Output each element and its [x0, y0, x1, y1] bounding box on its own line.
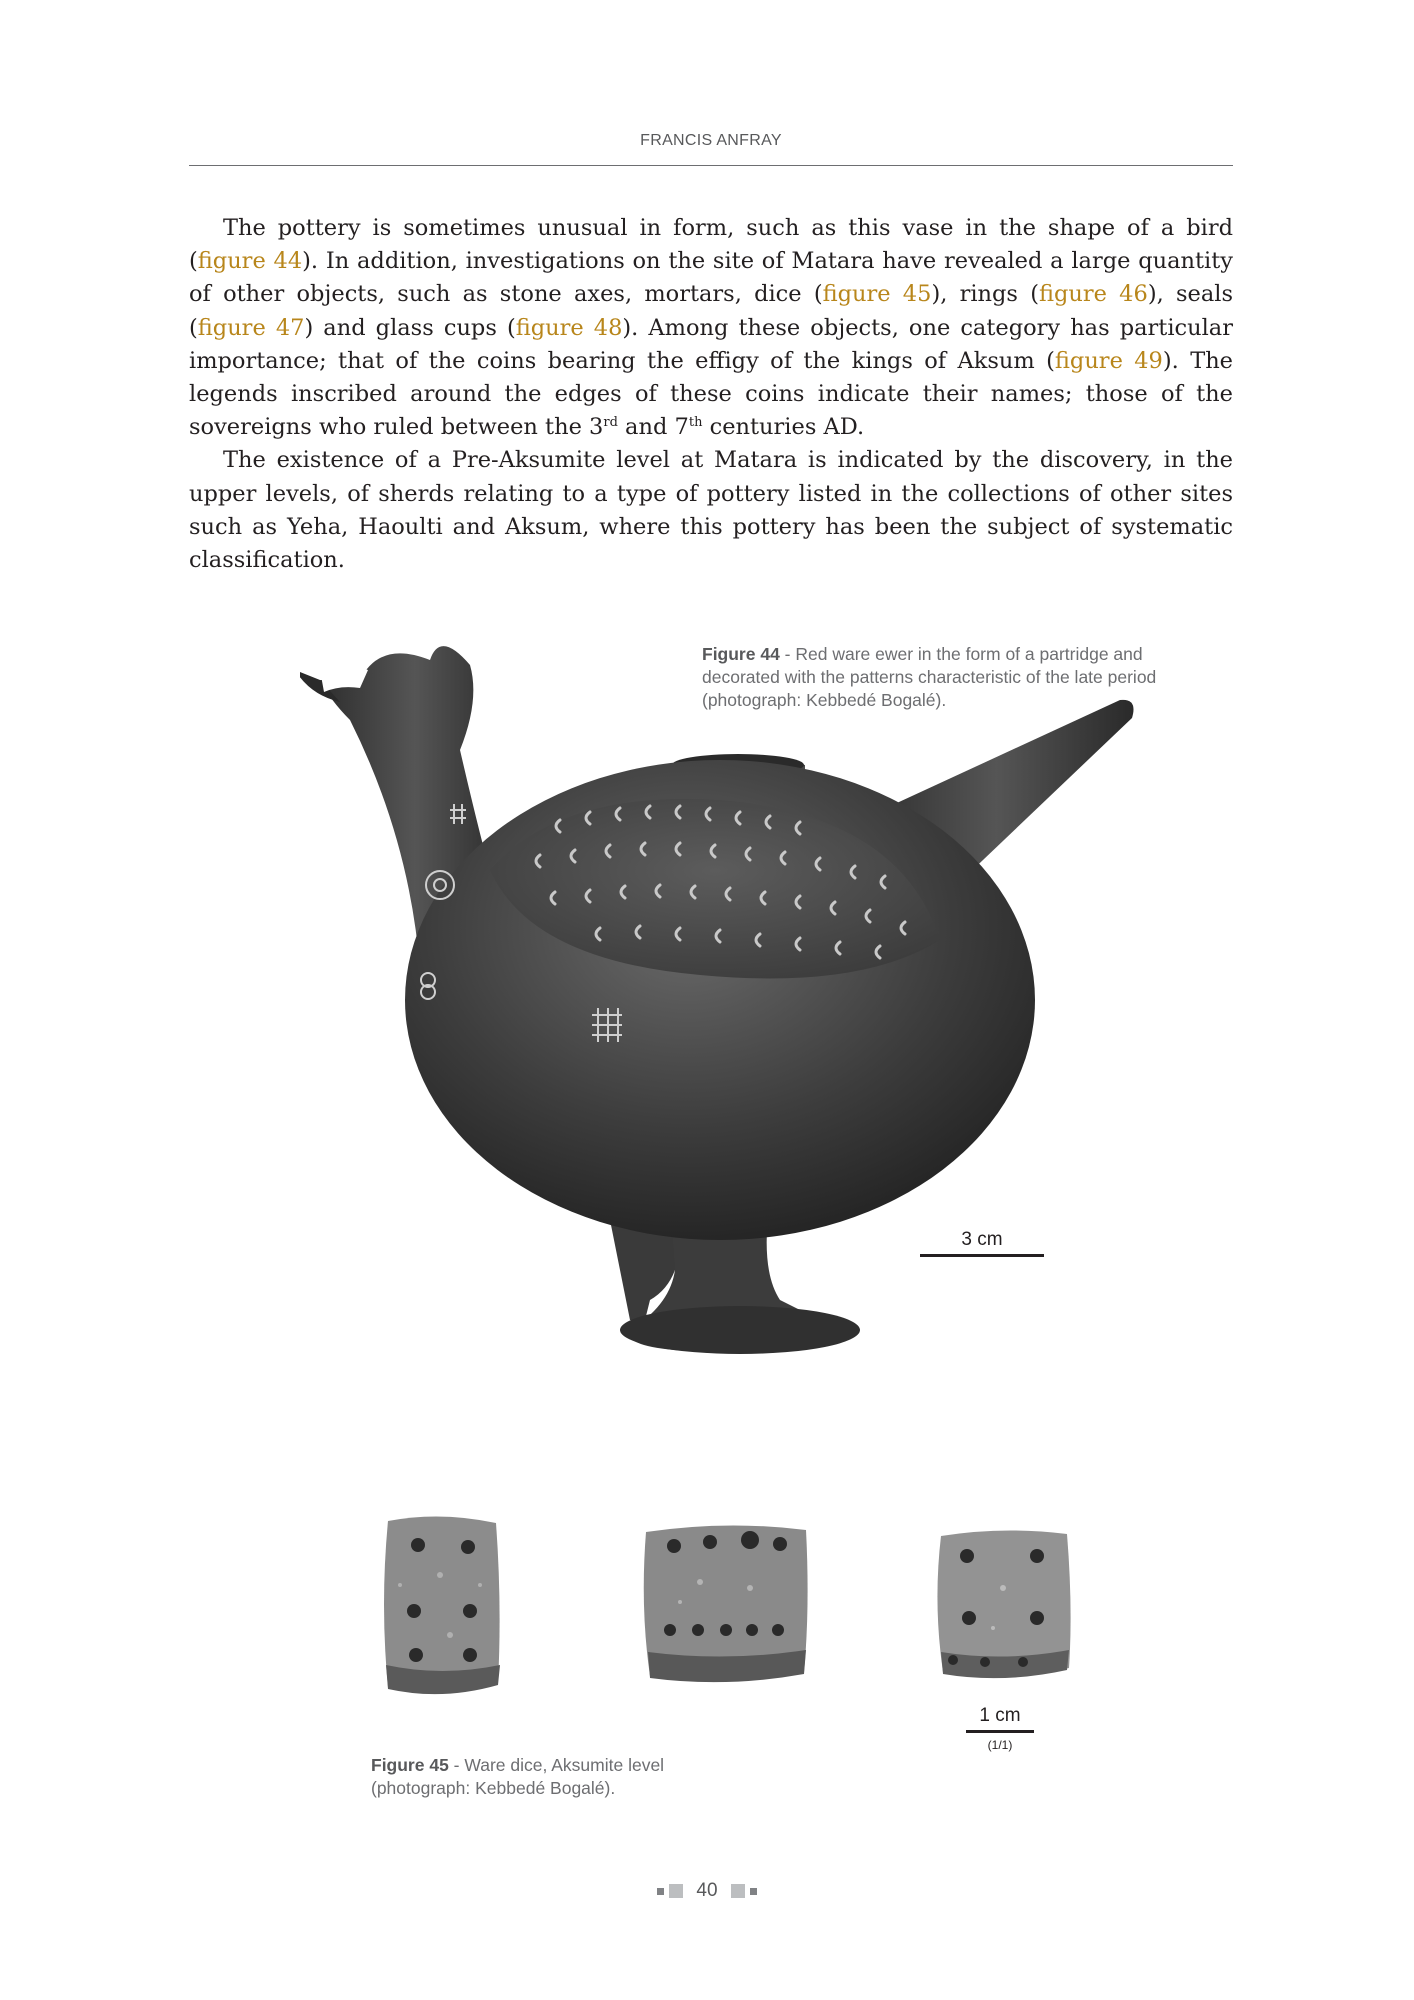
folio-ornament — [731, 1884, 745, 1898]
body-text — [189, 212, 1233, 577]
paragraph-1: The pottery is sometimes unusual in form, such as this vase in the shape of a bird (figure 44). In addition, investigations on the site of Matara have revealed a large quantity of other objects, such as stone axes, mortars, dice (figure 45), rings (figure 46), seals (figure 47) and glass cups (figure 48). Among these objects, one category has particular importance; that of the coins bearing the effigy of the kings of Aksum (figure 49). The legends inscribed around the edges of these coins indicate their names; those of the sovereigns who ruled between the 3rd and 7th centuries AD. — [189, 215, 1234, 441]
scale-bar-line — [920, 1254, 1044, 1257]
figure-46-link[interactable]: figure 46 — [1038, 281, 1148, 308]
figure-44-link[interactable]: figure 44 — [197, 248, 303, 275]
scale-ratio: (1/1) — [987, 1738, 1013, 1752]
paragraph-2: The existence of a Pre-Aksumite level at Matara is indicated by the discovery, in the upper levels, of sherds relating to a type of pottery listed in the collections of other sites such as Yeha, Haoulti and Aksum, where this pottery has been the subject of systematic classification. — [189, 447, 1233, 574]
die-1-photo — [380, 1515, 504, 1705]
die-3-photo — [933, 1528, 1073, 1690]
scale-label: 1 cm — [979, 1705, 1021, 1726]
figure-45-caption: Figure 45 - Ware dice, Aksumite level (photograph: Kebbedé Bogalé). — [371, 1755, 665, 1798]
figure-48-link[interactable]: figure 48 — [515, 314, 623, 341]
scale-bar-3cm — [920, 1229, 1044, 1257]
figure-45-link[interactable]: figure 45 — [822, 281, 932, 308]
page-footer — [0, 1880, 1414, 1902]
scale-bar-1cm — [966, 1705, 1034, 1752]
folio-ornament — [657, 1888, 664, 1895]
page-number: 40 — [696, 1880, 718, 1901]
figure-49-link[interactable]: figure 49 — [1054, 347, 1163, 374]
figure-44-caption: Figure 44 - Red ware ewer in the form of a partridge and decorated with the patterns characteristic of the late period (photograph: Kebbedé Bogalé). — [702, 644, 1157, 710]
scale-label: 3 cm — [961, 1229, 1003, 1250]
scale-bar-line — [966, 1730, 1034, 1733]
running-head: FRANCIS ANFRAY — [640, 132, 782, 149]
folio-ornament — [669, 1884, 683, 1898]
die-2-photo — [640, 1522, 812, 1694]
figure-47-link[interactable]: figure 47 — [197, 314, 305, 341]
folio-ornament — [750, 1888, 757, 1895]
header-rule — [189, 165, 1233, 166]
